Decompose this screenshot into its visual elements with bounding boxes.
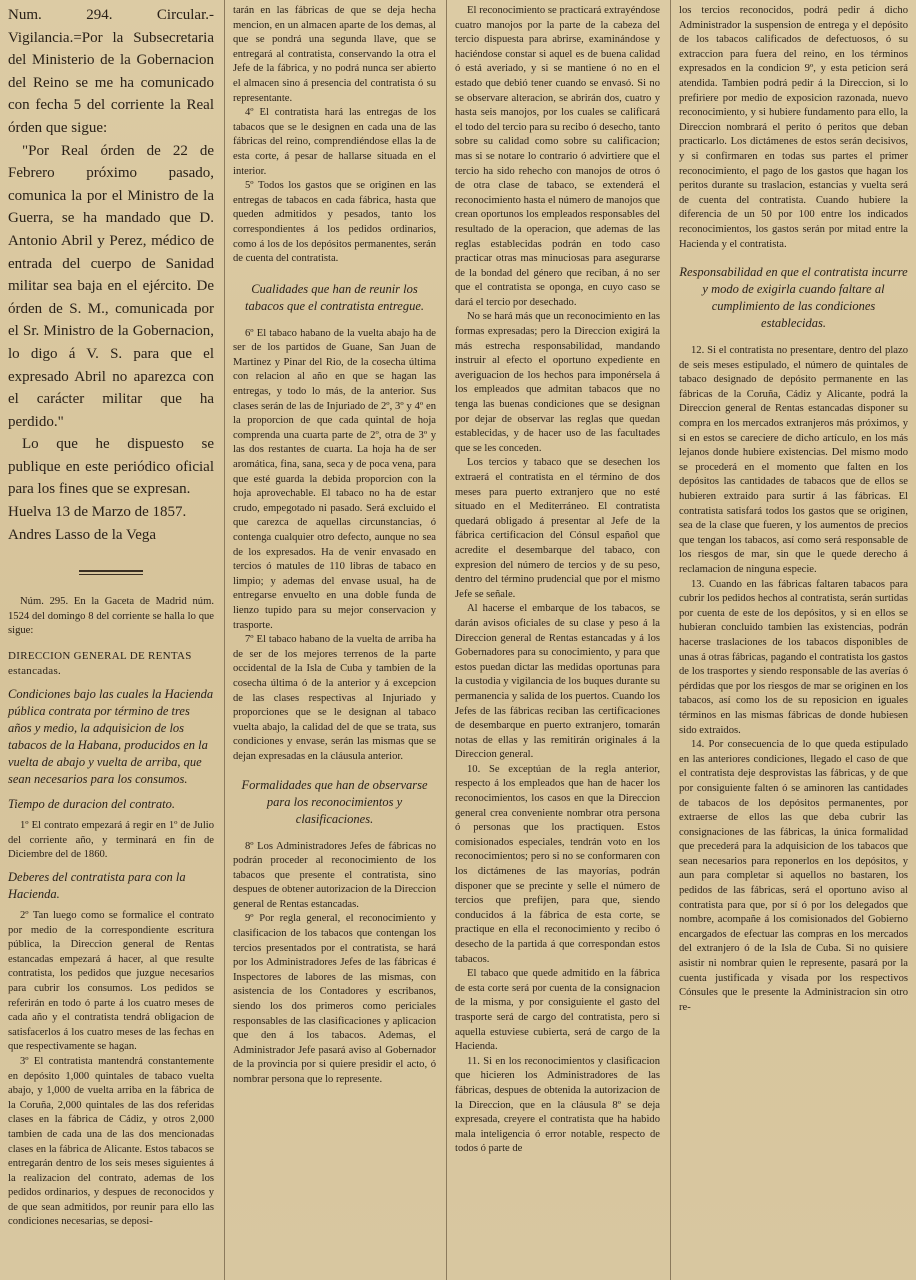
embarque-paragraph: Al hacerse el embarque de los tabacos, se darán avisos oficiales de su clase y peso á la Direccion general de Rentas estancadas y á los Gobernadores para su conocimiento, y para que estos puedan dictar las medidas oportunas para la custodia y vigilancia de los buques durante su permanencia y salida de los puertos. Cuando los Jefes de las fábricas reciban las certificaciones de desembarque en puerto extranjero, tomarán notas de ellas y las remitirán originales á la Direccion general. xyxy=(455,603,660,761)
tercios-paragraph: Los tercios y tabaco que se desechen los extraerá el contratista en el término de dos meses para puerto extranjero que no esté situado en el Mediterráneo. El contratista quedará obligado á presentar al Jefe de la fábrica certificacion del Cónsul español que acredite el desembarque del tabaco, con expresion del número de tercios y de su peso, dentro del término prudencial que por el mismo Jefe se señale. xyxy=(455,457,660,600)
cualidades-heading: Cualidades que han de reunir los tabacos que el contratista entregue. xyxy=(244,281,425,313)
signature-place-date: Huelva 13 de Marzo de 1857. xyxy=(8,504,187,521)
clause-3-continued: tarán en las fábricas de que se deja hecha mencion, en un almacen aparte de los demas, al que se pondrá una segunda llave, que se entregará al contratista, conservando la otra el Jefe de la fábrica, y no podrá nunca ser abierto el almacen sino á presencia del contratista ó su representante. xyxy=(233,5,436,104)
signature-name: Andres Lasso de la Vega xyxy=(8,526,157,543)
column-4 xyxy=(670,0,916,1280)
clause-2: 2º Tan luego como se formalice el contrato por medio de la correspondiente escritura pública, la Direccion general de Rentas estancadas empezará á hacer, al que resulte contratista, los pedidos que juzgue necesarios para cubrir los consumos. Los pedidos se referirán en todo ó parte á los cuatro meses de cada año y el contratista tendrá obligacion de satisfacerlos á los cuatro meses de las fechas en que respectivamente se hagan. xyxy=(8,910,214,1053)
notice-295 xyxy=(8,595,214,1230)
clause-4: 4º El contratista hará las entregas de los tabacos que se le designen en cada una de las fábricas del reino, comprendiéndose ellas la de esta corte, á pesar de hallarse situada en el interior. xyxy=(233,107,436,177)
clause-9: 9º Por regla general, el reconocimiento y clasificacion de los tabacos que contengan los tercios presentados por el contratista, se hará por los Administradores Jefes de las fábricas é Inspectores de labores de las mismas, con asistencia de los Contadores y escribanos, siendo los dos primeros como periciales responsables de las clasificaciones y aplicacion que den á los tabacos. Ademas, el Administrador Jefe pasará aviso al Gobernador de la provincia por si quiere presidir el acto, ó nombrar persona que lo represente. xyxy=(233,913,436,1085)
tabaco-admitido-paragraph: El tabaco que quede admitido en la fábrica de esta corte será por cuenta de la consignacion de la misma, y por consiguiente el gasto del trasporte será de cargo del contratista, pero si aquella estuviese cubierta, será de cargo de la Hacienda. xyxy=(455,968,660,1053)
clause-5: 5º Todos los gastos que se originen en las entregas de tabacos en cada fábrica, hasta que queden admitidos y pesados, tanto los correspondientes á los pedidos ordinarios, como á los de los depósitos permanentes, serán de cuenta del contratista. xyxy=(233,180,436,265)
column-3 xyxy=(446,0,668,1280)
clause-3: 3º El contratista mantendrá constantemente en depósito 1,000 quintales de tabaco vuelta abajo, y 1,000 de vuelta arriba en la fábrica de la Coruña, 2,000 quintales de las dos referidas clases en la fábrica de Cádiz, y otros 2,000 tambien de cada una de las dos mencionadas clases en la fábrica de Alicante. Estos tabacos se entregarán dentro de los seis meses siguientes á la realizacion del contrato, ademas de los pedidos ordinarios, y despues de reconocidos y de que sean admitidos, por reunir para ello las condiciones necesarias, se deposi- xyxy=(8,1055,214,1228)
clause-10: 10. Se exceptúan de la regla anterior, respecto á los empleados que han de hacer los reconocimientos, los casos en que la Direccion general crea conveniente nombrar otra persona ó personas que los practiquen. Estos comisionados especiales, tendrán voto en los reconocimientos; pero si no se conformaren con los dictámenes de las mayorías, podrán disponer que se precinte y selle el número de tercios que prefijen, para que, siendo conducidos á la fábrica de esta corte, se practique en ella el reconocimiento y recibo ó desecho de la partida á que correspondan estos tabacos. xyxy=(455,763,660,965)
clause-11-continued: los tercios reconocidos, podrá pedir á dicho Administrador la suspension de entrega y el depósito de los tabacos calificados de defectuosos, ó su extraccion para fuera del reino, en los términos expresados en la condicion 9º, y esta peticion será atendida. Tambien podrá pedir á la Direccion, si lo prefiriere por medio de exposicion razonada, nuevo reconocimiento, y si hubiere fundamento para ello, la Direccion nombrará el perito ó peritos que deban practicarlo. Los dictámenes de estos serán decisivos, y si confirmaren en todas sus partes el primer reconocimiento, el pago de los gastos que hagan los peritos durante su traslacion, estancias y vuelta será de cuenta del contratista. Cuando hubiere la diferencia de un 50 por 100 entre los indicados reconocimientos, los gastos serán por mitad entre la Hacienda y el contratista. xyxy=(679,5,908,250)
responsabilidad-paragraph: No se hará más que un reconocimiento en las formas expresadas; pero la Direccion exigirá la más estrecha responsabilidad, mandando instruir al efecto el oportuno expediente en averiguacion de los hechos para imponérsela á los empleados que admitan tabacos que no tenga las buenas condiciones que se designan por dejar de observar las reglas que quedan establecidas, y de hacer uso de las facultades que se les conceden. xyxy=(455,311,660,454)
gaceta-intro: Núm. 295. En la Gaceta de Madrid núm. 1524 del domingo 8 del corriente se halla lo que sigue: xyxy=(8,596,214,637)
column-1 xyxy=(0,0,222,1280)
clause-11: 11. Si en los reconocimientos y clasificacion que hicieren los Administradores de las fábricas, despues de obtenida la autorizacion de la Direccion, que en la cláusula 8º se deja expresada, creyere el contratista que ha habido mala inteligencia ó error notable, respecto de todos ó parte de xyxy=(455,1055,660,1155)
publication-paragraph: Lo que he dispuesto se publique en este periódico oficial para los fines que se expresan. xyxy=(8,436,214,498)
circular-294 xyxy=(8,4,214,546)
clause-7: 7º El tabaco habano de la vuelta de arriba ha de ser de los mejores terrenos de la parte occidental de la Isla de Cuba y tambien de la cosecha última ó de la anterior y á excepcion de las clases respectivas al Injuriado y proporciones que se le designan al tabaco vuelta abajo, la calidad del de que se trata, sus condiciones y envase, serán las mismas que se dejan expresadas en la cláusula anterior. xyxy=(233,634,436,762)
tiempo-heading: Tiempo de duracion del contrato. xyxy=(8,797,175,812)
clause-1: 1º El contrato empezará á regir en 1º de Julio del corriente año, y terminará en fin de Diciembre del de 1860. xyxy=(8,820,214,861)
clause-13: 13. Cuando en las fábricas faltaren tabacos para cubrir los pedidos hechos al contratista, serán surtidas por cuenta de este de los depósitos, y si en ellos se hubieran concluido tambien las existencias, podrán hacerse traslaciones de los tabacos disponibles de unas á otras fábricas, pagando el contratista los gastos de los trasportes y siendo responsable de las averías ó pérdidas que por los riesgos de mar se originen en los tabacos, así como los de su reposicion en iguales términos en las mismas fábricas de donde hubiesen sido extraidos. xyxy=(679,578,908,736)
circular-header-paragraph: Num. 294. Circular.-Vigilancia.=Por la Subsecretaria del Ministerio de la Gobernacion del Reino se me ha comunicado con fecha 5 del corriente la Real órden que sigue: xyxy=(8,7,214,136)
clause-14: 14. Por consecuencia de lo que queda estipulado en las anteriores condiciones, llegado el caso de que el contratista deje desprovistas las fábricas, y de que por consiguiente falten ó se aminoren las cantidades de tabacos de los depósitos permanentes, por extraerse de ellos las que deba cubrir las consignaciones de las fábricas, la única formalidad que precederá para la adquisicion de los tabacos que sean necesarios para reponerlos en los depósitos, y aun para completar si aquellos no bastaren, los pedidos de las fábricas, será el oportuno aviso al contratista para que, por sí ó por los delegados que nombre, acompañe á los comisionados del Gobierno encargados de efectuar las compras en los mercados del extranjero ó de la Isla de Cuba. Si no quisiere asistir ni nombrar quien le represente, pasará por la cuenta justificada y visada por los respectivos Cónsules que le presente la Administracion sin otro re- xyxy=(679,739,908,1013)
deberes-heading: Deberes del contratista para con la Hacienda. xyxy=(8,870,186,901)
clause-12: 12. Si el contratista no presentare, dentro del plazo de seis meses estipulado, el número de quintales de tabaco designado de depósito permanente en las fábricas de la Coruña, Cádiz y Alicante, podrá la Direccion general de Rentas estancadas disponer su compra en los mercados extranjeros más próximos, y si en estos se careciere de dicho artículo, en los más lejanos donde hubiere existencias. Del mismo modo se procederá en el momento que falten en los depósitos las cantidades de tabacos que de ellos se hubieren extraido para surtir á las fábricas. El contratista satisfará todos los gastos que se originen, sea de la clase que fueren, y los aumentos de precios que tengan los tabacos, así como será responsable de los riesgos de mar, sin que le quede derecho á reclamacion de ninguna especie. xyxy=(679,345,908,575)
formalidades-heading: Formalidades que han de observarse para los reconocimientos y clasificaciones. xyxy=(241,777,428,826)
direccion-heading: DIRECCION GENERAL DE RENTAS estancadas. xyxy=(8,650,192,677)
column-2 xyxy=(224,0,444,1280)
real-orden-quote: "Por Real órden de 22 de Febrero próximo pasado, comunica la por el Ministro de la Guerra, se ha mandado que D. Antonio Abril y Perez, médico de entrada del cuerpo de Sanidad militar sea baja en el ejército. De órden de S. M., comunicada por el Sr. Ministro de la Gobernacion, lo digo á V. S. para que el expresado Abril no aparezca con el carácter militar que ha perdido." xyxy=(8,142,214,430)
responsabilidad-heading: Responsabilidad en que el contratista incurre y modo de exigirla cuando faltare al cumplimiento de las condiciones establecidas. xyxy=(679,265,908,331)
reconocimiento-paragraph: El reconocimiento se practicará extrayéndose cuatro manojos por la parte de la cabeza del tercio dispuesta para abrirse, examinándose y haciéndose constar si aquel es de buena calidad ó está averiado, y si se mantiene ó no en el estado que debió tener cuando se envasó. Si no se observare alteracion, se abrirán dos, cuatro y hasta seis manojos, por los cuales se calificará el todo del tercio para su recibo ó desecho, tanto sobre su calidad como sobre su calificacion; mas si se notare lo contrario ó advirtiere que el tercio ha sido rehecho con manojos de otros ó de otra clase de tabaco, se extenderá el reconocimiento hasta el número de manojos que crean oportunos los empleados responsables del resultado de la operacion, que ademas de las reglas establecidas podrán en todo caso practicar otras mas minuciosas para asegurarse de la bondad del género que reciban, á no ser que el contratista se oponga, en cuyo caso se dará el tercio por desechado. xyxy=(455,5,660,308)
clause-8: 8º Los Administradores Jefes de fábricas no podrán proceder al reconocimiento de los tabacos que presente el contratista, sino despues de obtener autorizacion de la Direccion general de Rentas estancadas. xyxy=(233,840,436,910)
section-divider xyxy=(79,570,143,572)
condiciones-title: Condiciones bajo las cuales la Hacienda pública contrata por término de tres años y medio, la adquisicion de los tabacos de la Habana, producidos en la vuelta de abajo y vuelta de arriba, que sean necesarios para los consumos. xyxy=(8,687,214,787)
clause-6: 6º El tabaco habano de la vuelta abajo ha de ser de los partidos de Guane, San Juan de Martinez y Pinar del Rio, de la cosecha última con relacion al año en que se hagan las entregas, y todo lo más, de la anterior. Sus clases serán de las de Injuriado de 2º, 3º y 4º en la proporcion de que cada quintal de hoja comprenda una cuarta parte de 2º, otra de 3º y las dos restantes de cuarta. La hoja ha de ser aromática, fina, sana, seca y de poca vena, para que esté guarda la debida proporcion con la hoja aprovechable. El tabaco no ha de estar crudo, empegotado ni pasado. Será excluido el que carezca de aquellas circunstancias, ó contenga cualquier otro defecto, aunque no sea de los expresados. Ha de venir envasado en tercios ó matules de 110 libras de tabaco en limpio; y ademas del envase usual, ha de entregarse envuelto en una doble funda de lienzo tupido para su mejor conservacion y trasporte. xyxy=(233,327,436,631)
